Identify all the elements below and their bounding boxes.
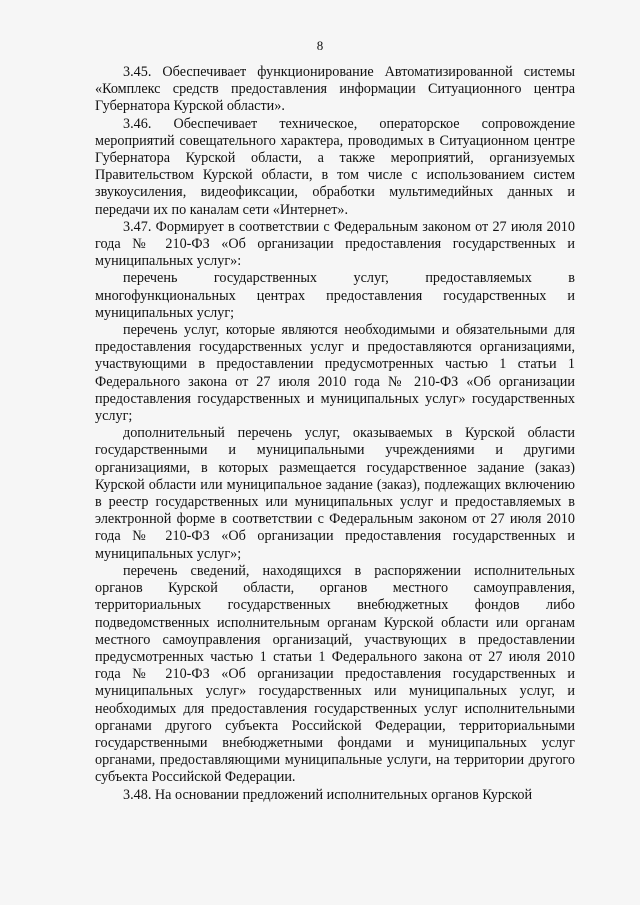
paragraph-3-46: 3.46. Обеспечивает техническое, операторское сопровождение мероприятий совещательного характера, проводимых в Ситуационном центре Губернатора Курской области, а также мероприятий, организуемых Правительством Курской области, в том числе с использованием систем звукоусиления, видеофиксации, обработки мультимедийных данных и передачи их по каналам сети «Интернет». [95, 115, 575, 218]
list-item-required-services: перечень услуг, которые являются необходимыми и обязательными для предоставления государственных услуг и предоставляются организациями, участвующими в предоставлении предусмотренных частью 1 статьи 1 Федерального закона от 27 июля 2010 года № 210-ФЗ «Об организации предоставления государственных и муниципальных услуг» государственных услуг; [95, 322, 575, 425]
list-item-information-list: перечень сведений, находящихся в распоряжении исполнительных органов Курской области, органов местного самоуправления, территориальных государственных внебюджетных фондов либо подведомственных исполнительным органам Курской области или органам местного самоуправления организаций, участвующих в предоставлении предусмотренных частью 1 статьи 1 Федерального закона от 27 июля 2010 года № 210-ФЗ «Об организации предоставления государственных и муниципальных услуг» государственных или муниципальных услуг, и необходимых для предоставления государственных услуг исполнительными органами другого субъекта Российской Федерации, территориальными государственными внебюджетными фондами и муниципальных услуг органами, предоставляющими муниципальные услуги, на территории другого субъекта Российской Федерации. [95, 562, 575, 786]
page-number: 8 [316, 38, 324, 53]
paragraph-3-48: 3.48. На основании предложений исполнительных органов Курской [123, 786, 533, 803]
paragraph-3-47: 3.47. Формирует в соответствии с Федеральным законом от 27 июля 2010 года № 210-ФЗ «Об организации предоставления государственных и муниципальных услуг»: [95, 218, 575, 270]
list-item-mfc-services: перечень государственных услуг, предоставляемых в многофункциональных центрах предоставления государственных и муниципальных услуг; [95, 270, 575, 321]
document-body [95, 64, 575, 804]
list-item-additional-services: дополнительный перечень услуг, оказываемых в Курской области государственными и муниципальными учреждениями и другими организациями, в которых размещается государственное задание (заказ) Курской области или муниципальное задание (заказ), подлежащих включению в реестр государственных или муниципальных услуг и предоставляемых в электронной форме в соответствии с Федеральным законом от 27 июля 2010 года № 210-ФЗ «Об организации предоставления государственных и муниципальных услуг»; [95, 425, 575, 562]
paragraph-3-45: 3.45. Обеспечивает функционирование Автоматизированной системы «Комплекс средств предоставления информации Ситуационного центра Губернатора Курской области». [95, 64, 575, 115]
